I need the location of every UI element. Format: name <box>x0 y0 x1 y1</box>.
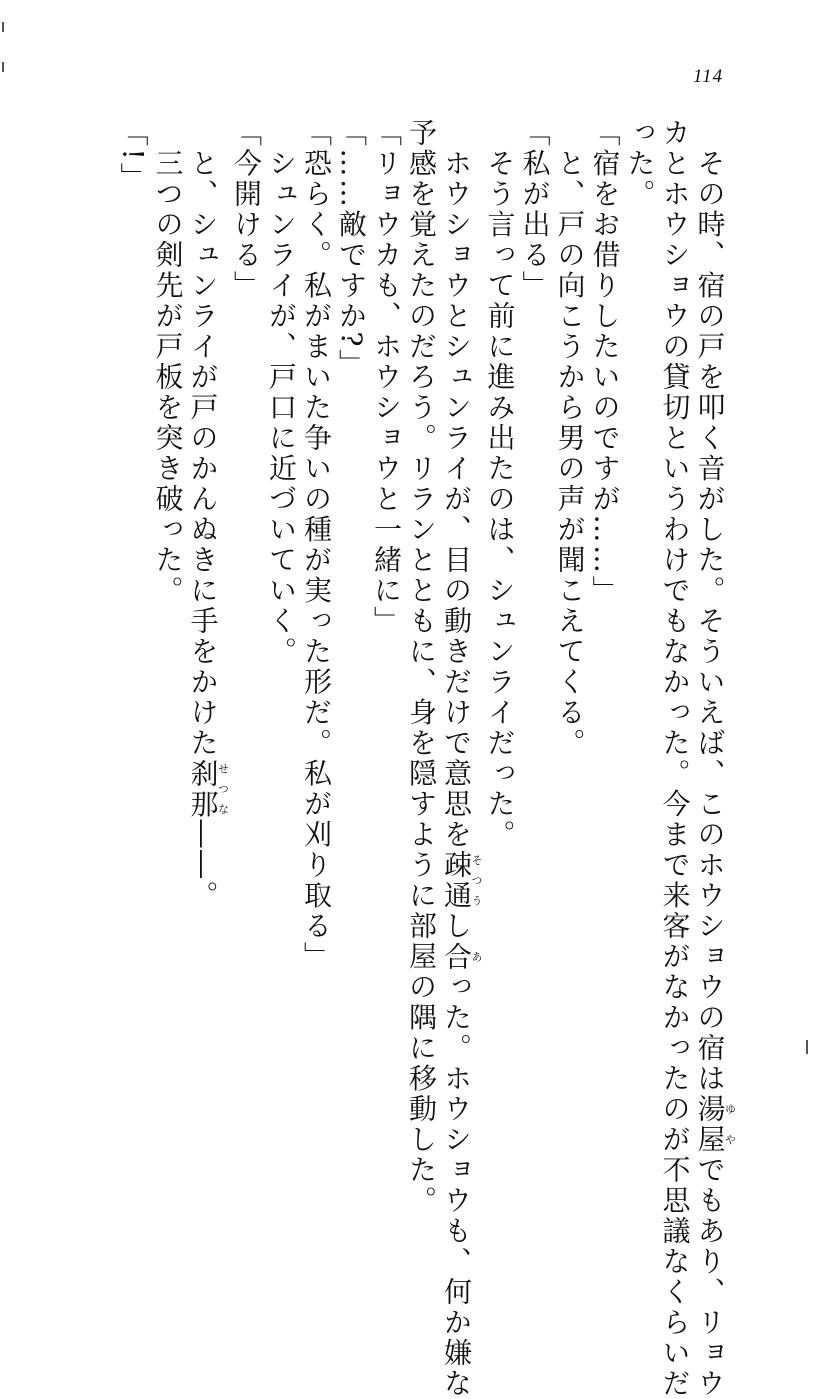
text-line: 「……敵ですか?」 <box>335 118 368 380</box>
text-line: カとホウショウの貸切というわけでもなかった。今まで来客がなかったのが不思議なくらいだ <box>658 118 692 1399</box>
novel-text-block <box>116 118 737 1399</box>
text-line: 予感を覚えたのだろう。リランとともに、身を隠すように部屋の隅に移動した。 <box>405 118 438 1216</box>
text-line: 「今開ける」 <box>230 118 263 301</box>
text-line: 「!」 <box>116 118 150 193</box>
text-line: シュンライが、戸口に近づいていく。 <box>265 118 298 667</box>
text-line: 「私が出る」 <box>518 118 552 301</box>
scan-mark <box>2 22 4 32</box>
text-line: と、シュンライが戸のかんぬきに手をかけた刹那せつな――。 <box>186 118 230 911</box>
ruby-annotation: 疎通そつう <box>440 850 483 911</box>
text-line: った。 <box>623 118 657 210</box>
ruby-annotation: 合あ <box>440 941 483 972</box>
text-line: と、戸の向こうから男の声が聞こえてくる。 <box>553 118 587 759</box>
text-line: そう言って前に進み出たのは、シュンライだった。 <box>483 118 517 850</box>
text-line: 三つの剣先が戸板を突き破った。 <box>151 118 185 606</box>
scan-mark <box>2 62 4 72</box>
text-line: 「宿をお借りしたいのですが……」 <box>588 118 622 606</box>
page-number: 114 <box>693 66 724 87</box>
ruby-annotation: 湯屋ゆや <box>693 1094 737 1155</box>
scan-mark <box>806 1040 808 1054</box>
text-line: その時、宿の戸を叩く音がした。そういえば、このホウショウの宿は湯屋ゆやでもあり、リョウ <box>693 118 737 1399</box>
text-line: 「恐らく。私がまいた争いの種が実った形だ。私が刈り取る」 <box>300 118 333 972</box>
ruby-annotation: 刹那せつな <box>186 758 230 820</box>
text-line: ホウショウとシュンライが、目の動きだけで意思を疎通そつうし合あった。ホウショウも、何か嫌な <box>440 118 483 1399</box>
text-line: 「リョウカも、ホウショウと一緒に」 <box>370 118 403 637</box>
